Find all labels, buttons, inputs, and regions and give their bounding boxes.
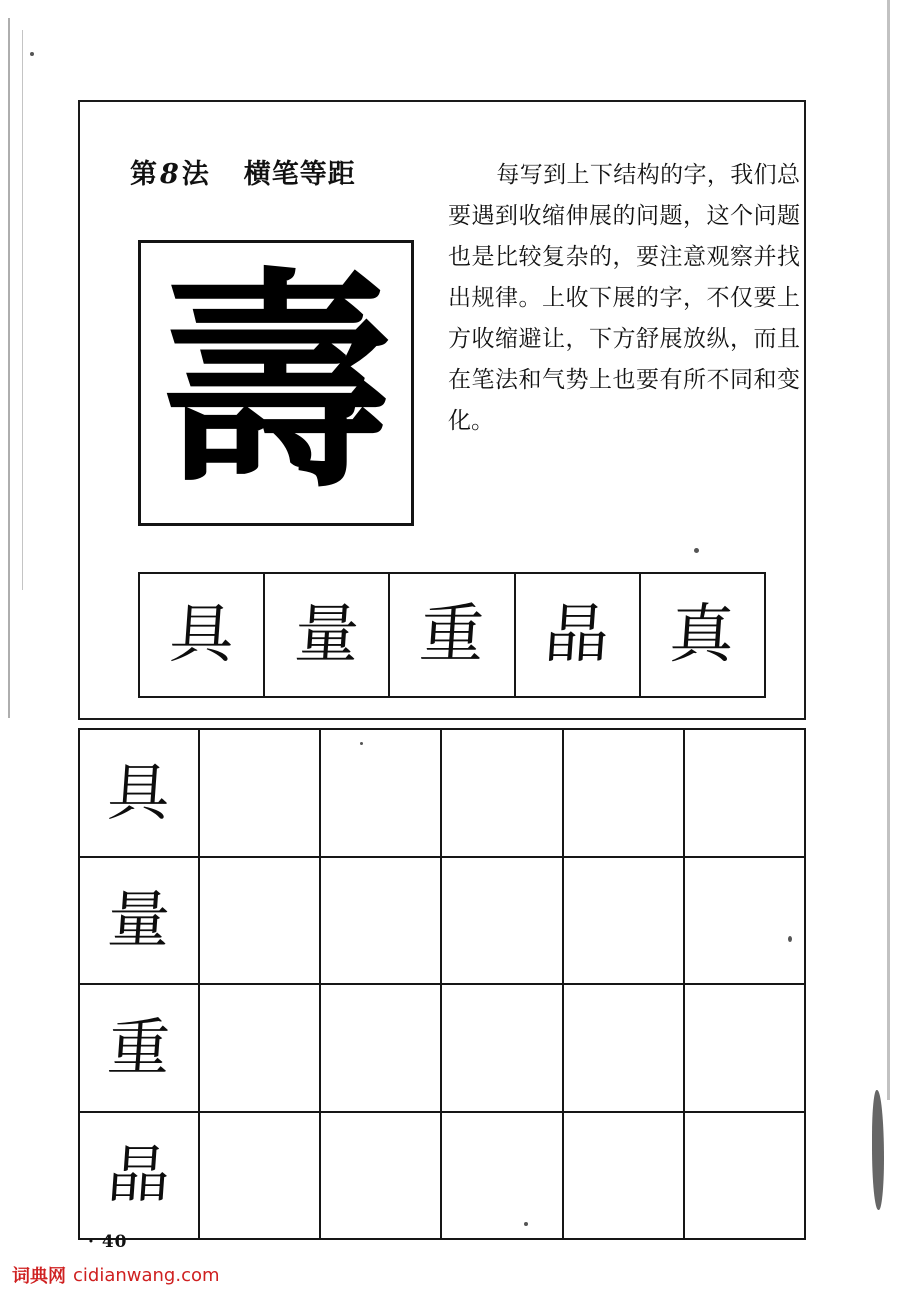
- page-number: · 40: [88, 1232, 128, 1252]
- practice-blank-cell: [442, 730, 563, 856]
- practice-row: [80, 730, 804, 858]
- practice-blank-cell: [564, 985, 685, 1111]
- scan-speck: [30, 52, 34, 56]
- practice-blank-cell: [564, 730, 685, 856]
- model-cell: [140, 574, 265, 696]
- model-cell: [516, 574, 641, 696]
- model-cell: [265, 574, 390, 696]
- scan-edge-artifact-left: [8, 18, 10, 718]
- practice-blank-cell: [442, 858, 563, 984]
- practice-blank-cell: [321, 730, 442, 856]
- model-character: 量: [292, 598, 362, 672]
- practice-model-character: 晶: [105, 1138, 173, 1212]
- practice-blank-cell: [442, 985, 563, 1111]
- watermark-en: cidianwang.com: [73, 1264, 220, 1286]
- model-character: 晶: [542, 598, 612, 672]
- practice-model-cell: [80, 730, 200, 856]
- practice-blank-cell: [685, 858, 804, 984]
- model-character: 真: [667, 598, 737, 672]
- practice-model-character: 具: [105, 755, 173, 829]
- model-cell: [390, 574, 515, 696]
- practice-blank-cell: [564, 1113, 685, 1239]
- practice-blank-cell: [685, 730, 804, 856]
- lesson-title-number: 8: [160, 159, 180, 190]
- intro-paragraph: [448, 155, 800, 442]
- brush-sample-box: [138, 240, 414, 526]
- practice-blank-cell: [685, 985, 804, 1111]
- practice-blank-cell: [321, 1113, 442, 1239]
- practice-blank-cell: [200, 730, 321, 856]
- practice-blank-cell: [564, 858, 685, 984]
- practice-blank-cell: [442, 1113, 563, 1239]
- watermark-cn: 词典网: [12, 1266, 66, 1287]
- practice-blank-cell: [321, 985, 442, 1111]
- lesson-title-name: 横笔等距: [243, 159, 356, 190]
- practice-row: [80, 858, 804, 986]
- page-title: [130, 152, 356, 191]
- practice-blank-cell: [321, 858, 442, 984]
- model-character-strip: [138, 572, 766, 698]
- practice-model-cell: [80, 1113, 200, 1239]
- practice-blank-cell: [200, 858, 321, 984]
- model-cell: [641, 574, 764, 696]
- practice-model-character: 量: [105, 883, 173, 957]
- scan-ink-blob: [872, 1090, 884, 1210]
- practice-grid: [78, 728, 806, 1240]
- practice-blank-cell: [200, 985, 321, 1111]
- page-number-value: 40: [101, 1232, 128, 1252]
- lesson-title-prefix: 第: [130, 159, 158, 190]
- watermark: [12, 1262, 220, 1288]
- practice-row: [80, 1113, 804, 1239]
- lesson-title-suffix: 法: [181, 159, 210, 190]
- practice-model-character: 重: [105, 1010, 173, 1084]
- brush-sample-character: 壽: [159, 246, 393, 519]
- intro-paragraph-text: 每写到上下结构的字，我们总要遇到收缩伸展的问题，这个问题也是比较复杂的，要注意观察并找出规律。上收下展的字，不仅要上方收缩避让，下方舒展放纵，而且在笔法和气势上也要有所不同和变化。: [448, 162, 800, 434]
- practice-model-cell: [80, 985, 200, 1111]
- scan-edge-artifact-right: [887, 0, 890, 1100]
- practice-blank-cell: [200, 1113, 321, 1239]
- scan-edge-artifact-left-secondary: [22, 30, 23, 590]
- practice-blank-cell: [685, 1113, 804, 1239]
- model-character: 重: [417, 598, 487, 672]
- practice-model-cell: [80, 858, 200, 984]
- model-character: 具: [167, 598, 237, 672]
- practice-row: [80, 985, 804, 1113]
